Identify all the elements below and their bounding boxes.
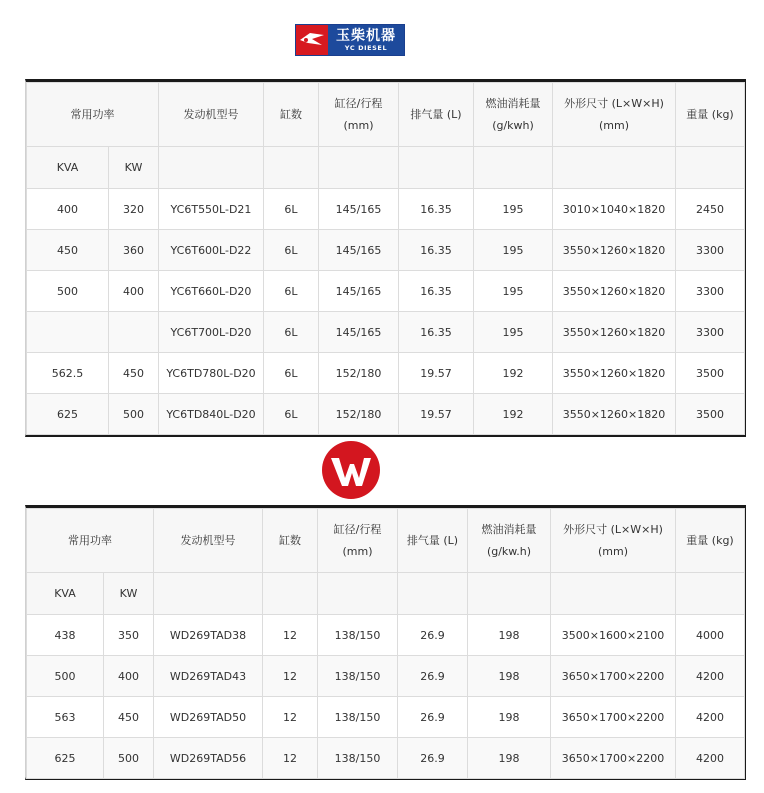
displacement-cell: 16.35 xyxy=(399,230,474,271)
kva-cell: 438 xyxy=(27,615,104,656)
header-bore-stroke xyxy=(319,83,399,147)
bore-stroke-cell: 152/180 xyxy=(319,353,399,394)
kw-cell: 400 xyxy=(104,656,154,697)
model-cell: WD269TAD43 xyxy=(154,656,263,697)
kva-cell xyxy=(27,312,109,353)
model-cell: WD269TAD50 xyxy=(154,697,263,738)
header-weight: 重量 (kg) xyxy=(676,83,745,147)
header-bore-stroke-line2: (mm) xyxy=(342,544,373,558)
kw-cell: 320 xyxy=(109,189,159,230)
header-cylinders: 缸数 xyxy=(263,509,318,573)
table-row xyxy=(27,312,745,353)
weight-cell: 4000 xyxy=(676,615,745,656)
model-cell: YC6TD780L-D20 xyxy=(159,353,264,394)
weight-cell: 2450 xyxy=(676,189,745,230)
header-weight: 重量 (kg) xyxy=(676,509,745,573)
subheader-row xyxy=(27,573,745,615)
cylinders-cell: 6L xyxy=(264,312,319,353)
header-dimensions-line2: (mm) xyxy=(598,118,629,132)
displacement-cell: 19.57 xyxy=(399,353,474,394)
table-row xyxy=(27,738,745,779)
displacement-cell: 26.9 xyxy=(398,615,468,656)
kva-cell: 500 xyxy=(27,656,104,697)
header-model: 发动机型号 xyxy=(159,83,264,147)
table-row xyxy=(27,697,745,738)
dimensions-cell: 3550×1260×1820 xyxy=(553,353,676,394)
weight-cell: 4200 xyxy=(676,738,745,779)
table-row xyxy=(27,394,745,435)
header-dimensions-line1: 外形尺寸 (L×W×H) xyxy=(563,522,663,536)
weight-cell: 3300 xyxy=(676,230,745,271)
header-power: 常用功率 xyxy=(27,83,159,147)
subheader-kw: KW xyxy=(104,573,154,615)
table-row xyxy=(27,353,745,394)
dimensions-cell: 3010×1040×1820 xyxy=(553,189,676,230)
kw-cell: 500 xyxy=(104,738,154,779)
cylinders-cell: 12 xyxy=(263,656,318,697)
header-fuel-line2: (g/kw.h) xyxy=(486,544,532,558)
weight-cell: 4200 xyxy=(676,697,745,738)
dimensions-cell: 3550×1260×1820 xyxy=(553,394,676,435)
header-cylinders: 缸数 xyxy=(264,83,319,147)
dimensions-cell: 3550×1260×1820 xyxy=(553,230,676,271)
fuel-cell: 192 xyxy=(474,353,553,394)
bore-stroke-cell: 138/150 xyxy=(318,738,398,779)
header-row xyxy=(27,509,745,573)
cylinders-cell: 6L xyxy=(264,230,319,271)
displacement-cell: 26.9 xyxy=(398,738,468,779)
bore-stroke-cell: 138/150 xyxy=(318,697,398,738)
yuchai-spec-table xyxy=(25,79,746,437)
fuel-cell: 195 xyxy=(474,271,553,312)
kw-cell: 450 xyxy=(109,353,159,394)
header-fuel xyxy=(468,509,551,573)
cylinders-cell: 12 xyxy=(263,697,318,738)
header-row xyxy=(27,83,745,147)
fuel-cell: 192 xyxy=(474,394,553,435)
header-dimensions xyxy=(553,83,676,147)
fuel-cell: 195 xyxy=(474,230,553,271)
cylinders-cell: 6L xyxy=(264,189,319,230)
kva-cell: 400 xyxy=(27,189,109,230)
subheader-row xyxy=(27,147,745,189)
cylinders-cell: 6L xyxy=(264,353,319,394)
header-fuel-line1: 燃油消耗量 xyxy=(485,96,541,110)
kw-cell: 350 xyxy=(104,615,154,656)
kw-cell: 360 xyxy=(109,230,159,271)
displacement-cell: 19.57 xyxy=(399,394,474,435)
weichai-wp-icon xyxy=(321,440,381,500)
model-cell: YC6T550L-D21 xyxy=(159,189,264,230)
kva-cell: 625 xyxy=(27,738,104,779)
weight-cell: 3500 xyxy=(676,394,745,435)
bore-stroke-cell: 138/150 xyxy=(318,615,398,656)
yuchai-english-name: YC DIESEL xyxy=(344,44,388,52)
fuel-cell: 198 xyxy=(468,656,551,697)
displacement-cell: 16.35 xyxy=(399,189,474,230)
weichai-logo xyxy=(321,440,381,500)
kw-cell: 450 xyxy=(104,697,154,738)
header-fuel xyxy=(474,83,553,147)
cylinders-cell: 12 xyxy=(263,738,318,779)
table-row xyxy=(27,615,745,656)
displacement-cell: 26.9 xyxy=(398,697,468,738)
header-fuel-line2: (g/kwh) xyxy=(492,118,534,132)
cylinders-cell: 12 xyxy=(263,615,318,656)
weight-cell: 3300 xyxy=(676,312,745,353)
fuel-cell: 198 xyxy=(468,615,551,656)
yuchai-chinese-name: 玉柴机器 xyxy=(336,28,396,44)
fuel-cell: 195 xyxy=(474,312,553,353)
kva-cell: 563 xyxy=(27,697,104,738)
table-row xyxy=(27,189,745,230)
dimensions-cell: 3550×1260×1820 xyxy=(553,271,676,312)
header-displacement: 排气量 (L) xyxy=(399,83,474,147)
weichai-spec-table xyxy=(25,505,746,780)
yuchai-logo xyxy=(295,24,405,56)
cylinders-cell: 6L xyxy=(264,394,319,435)
model-cell: YC6T700L-D20 xyxy=(159,312,264,353)
header-fuel-line1: 燃油消耗量 xyxy=(481,522,537,536)
dimensions-cell: 3650×1700×2200 xyxy=(551,697,676,738)
kva-cell: 625 xyxy=(27,394,109,435)
header-bore-stroke-line1: 缸径/行程 xyxy=(334,96,383,110)
kw-cell: 400 xyxy=(109,271,159,312)
header-bore-stroke xyxy=(318,509,398,573)
model-cell: YC6T660L-D20 xyxy=(159,271,264,312)
model-cell: WD269TAD56 xyxy=(154,738,263,779)
table-row xyxy=(27,656,745,697)
kva-cell: 562.5 xyxy=(27,353,109,394)
yuchai-wordmark xyxy=(328,25,404,55)
displacement-cell: 16.35 xyxy=(399,312,474,353)
bore-stroke-cell: 138/150 xyxy=(318,656,398,697)
header-displacement: 排气量 (L) xyxy=(398,509,468,573)
kw-cell xyxy=(109,312,159,353)
fuel-cell: 195 xyxy=(474,189,553,230)
yuchai-emblem-icon xyxy=(296,25,328,55)
kva-cell: 450 xyxy=(27,230,109,271)
header-bore-stroke-line1: 缸径/行程 xyxy=(333,522,382,536)
header-model: 发动机型号 xyxy=(154,509,263,573)
kva-cell: 500 xyxy=(27,271,109,312)
dimensions-cell: 3550×1260×1820 xyxy=(553,312,676,353)
subheader-kw: KW xyxy=(109,147,159,189)
dimensions-cell: 3650×1700×2200 xyxy=(551,738,676,779)
bore-stroke-cell: 145/165 xyxy=(319,189,399,230)
bore-stroke-cell: 145/165 xyxy=(319,312,399,353)
weight-cell: 3300 xyxy=(676,271,745,312)
header-dimensions-line1: 外形尺寸 (L×W×H) xyxy=(564,96,664,110)
displacement-cell: 26.9 xyxy=(398,656,468,697)
model-cell: YC6T600L-D22 xyxy=(159,230,264,271)
dimensions-cell: 3650×1700×2200 xyxy=(551,656,676,697)
header-dimensions xyxy=(551,509,676,573)
weight-cell: 4200 xyxy=(676,656,745,697)
bore-stroke-cell: 152/180 xyxy=(319,394,399,435)
displacement-cell: 16.35 xyxy=(399,271,474,312)
header-dimensions-line2: (mm) xyxy=(597,544,628,558)
model-cell: WD269TAD38 xyxy=(154,615,263,656)
header-power: 常用功率 xyxy=(27,509,154,573)
table-row xyxy=(27,271,745,312)
subheader-kva: KVA xyxy=(27,147,109,189)
header-bore-stroke-line2: (mm) xyxy=(343,118,374,132)
model-cell: YC6TD840L-D20 xyxy=(159,394,264,435)
bore-stroke-cell: 145/165 xyxy=(319,230,399,271)
cylinders-cell: 6L xyxy=(264,271,319,312)
subheader-kva: KVA xyxy=(27,573,104,615)
fuel-cell: 198 xyxy=(468,697,551,738)
table-row xyxy=(27,230,745,271)
dimensions-cell: 3500×1600×2100 xyxy=(551,615,676,656)
fuel-cell: 198 xyxy=(468,738,551,779)
weight-cell: 3500 xyxy=(676,353,745,394)
bore-stroke-cell: 145/165 xyxy=(319,271,399,312)
kw-cell: 500 xyxy=(109,394,159,435)
